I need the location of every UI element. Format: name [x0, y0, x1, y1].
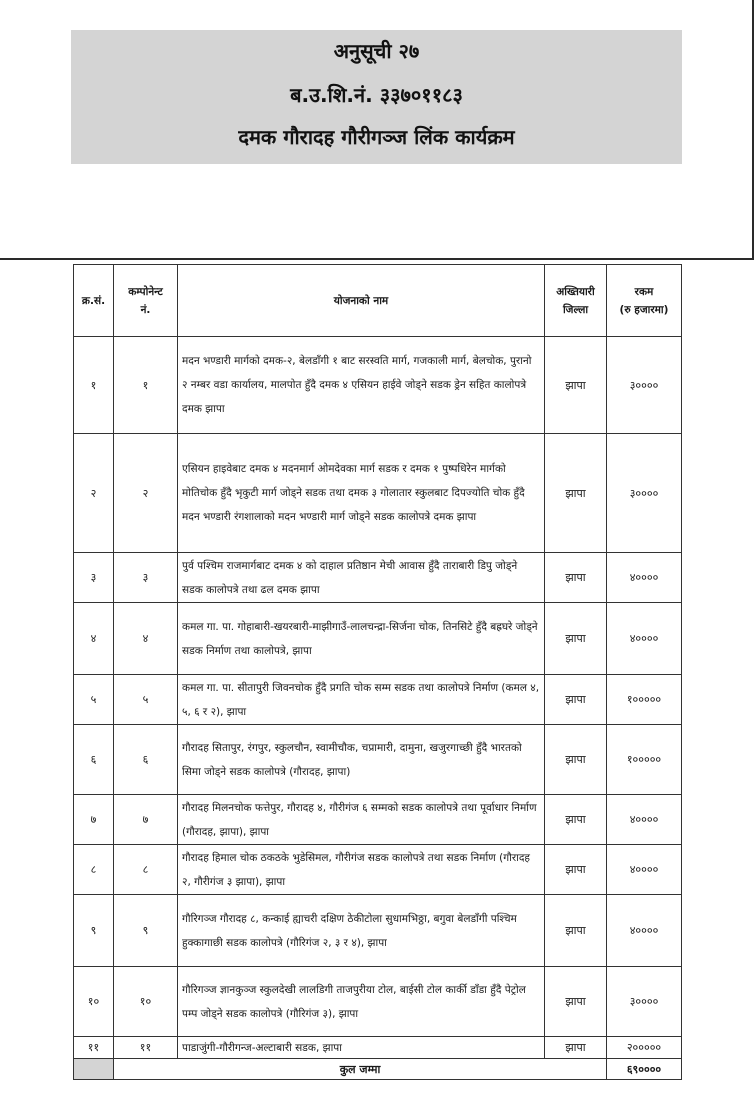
row-sn: १ — [74, 337, 114, 434]
row-sn: ११ — [74, 1037, 114, 1059]
row-name: एसियन हाइवेबाट दमक ४ मदनमार्ग ओमदेवका मार्ग सडक र दमक १ पुष्पधिरेन मार्गको मोतिचोक हुँदै भृकुटी मार्ग जोड्ने सडक तथा दमक ३ गोलातार स्कुलबाट दिपज्योति चोक हुँदै मदन भण्डारी रंगशालाको मदन भण्डारी मार्ग जोड्ने सडक कालोपत्रे दमक झापा — [178, 434, 545, 553]
col-component — [114, 265, 178, 337]
budget-code: ब.उ.शि.नं. ३३७०११८३ — [290, 83, 463, 107]
table-row — [74, 795, 682, 845]
table-row — [74, 553, 682, 603]
row-name: कमल गा. पा. गोहाबारी-खयरबारी-माझीगाउँ-लालचन्द्रा-सिर्जना चोक, तिनसिटे हुँदै बह्रघरे जोड्ने सडक निर्माण तथा कालोपत्रे, झापा — [178, 603, 545, 675]
row-district: झापा — [545, 967, 607, 1037]
row-component: ६ — [114, 725, 178, 795]
total-shade — [74, 1059, 114, 1080]
col-district-line2: जिल्ला — [562, 303, 589, 316]
row-sn: २ — [74, 434, 114, 553]
row-amount: ४०००० — [607, 845, 682, 895]
row-amount: ४०००० — [607, 895, 682, 967]
row-name: मदन भण्डारी मार्गको दमक-२, बेलडाँगी १ बाट सरस्वति मार्ग, गजकाली मार्ग, बेलचोक, पुरानो २ नम्बर वडा कार्यालय, मालपोत हुँदै दमक ४ एसियन हाईवे जोड्ने सडक ड्रेन सहित कालोपत्रे दमक झापा — [178, 337, 545, 434]
table-row — [74, 1037, 682, 1059]
row-district: झापा — [545, 895, 607, 967]
table-row — [74, 337, 682, 434]
row-component: ७ — [114, 795, 178, 845]
row-amount: २००००० — [607, 1037, 682, 1059]
row-component: ११ — [114, 1037, 178, 1059]
table-header-row — [74, 265, 682, 337]
program-title: दमक गौरादह गौरीगञ्ज लिंक कार्यक्रम — [238, 125, 515, 149]
row-name: कमल गा. पा. सीतापुरी जिवनचोक हुँदै प्रगति चोक सम्म सडक तथा कालोपत्रे निर्माण (कमल ४, ५, ६ र २), झापा — [178, 675, 545, 725]
row-name: पाडाजुंगी-गौरीगन्ज-अल्टाबारी सडक, झापा — [178, 1037, 545, 1059]
row-component: ४ — [114, 603, 178, 675]
row-name: पुर्व पश्चिम राजमार्गबाट दमक ४ को दाहाल प्रतिष्ठान मेची आवास हुँदै ताराबारी डिपु जोड्ने सडक कालोपत्रे तथा ढल दमक झापा — [178, 553, 545, 603]
row-component: २ — [114, 434, 178, 553]
col-district-line1: अख्तियारी — [556, 285, 595, 298]
row-district: झापा — [545, 845, 607, 895]
annex-title: अनुसूची २७ — [333, 39, 420, 63]
row-name: गौरिगञ्ज ज्ञानकुञ्ज स्कुलदेखी लालडिगी ताजपुरीया टोल, बाईसी टोल कार्की डाँडा हुँदै पेट्रोल पम्प जोड्ने सडक कालोपत्रे (गौरिगंज ३), झापा — [178, 967, 545, 1037]
row-sn: १० — [74, 967, 114, 1037]
row-name: गौरादह हिमाल चोक ठकठके भुडेसिमल, गौरीगंज सडक कालोपत्रे तथा सडक निर्माण (गौरादह २, गौरीगंज ३ झापा), झापा — [178, 845, 545, 895]
row-amount: १००००० — [607, 675, 682, 725]
table-row — [74, 725, 682, 795]
table-row — [74, 675, 682, 725]
table-row — [74, 434, 682, 553]
col-amount-line2: (रु हजारमा) — [619, 303, 669, 316]
col-component-line1: कम्पोनेन्ट — [128, 285, 163, 298]
row-sn: ५ — [74, 675, 114, 725]
row-component: ३ — [114, 553, 178, 603]
row-amount: ३०००० — [607, 967, 682, 1037]
row-sn: ३ — [74, 553, 114, 603]
row-sn: ८ — [74, 845, 114, 895]
row-district: झापा — [545, 337, 607, 434]
row-district: झापा — [545, 675, 607, 725]
row-sn: ९ — [74, 895, 114, 967]
total-row — [74, 1059, 682, 1080]
row-sn: ७ — [74, 795, 114, 845]
row-amount: ३०००० — [607, 337, 682, 434]
total-label: कुल जम्मा — [114, 1059, 607, 1080]
table-row — [74, 603, 682, 675]
row-district: झापा — [545, 434, 607, 553]
row-district: झापा — [545, 795, 607, 845]
col-district — [545, 265, 607, 337]
row-sn: ६ — [74, 725, 114, 795]
row-name: गौरादह सितापुर, रंगपुर, स्कुलचौन, स्वामीचौक, चप्रामारी, दामुना, खजुरगाच्छी हुँदै भारतको सिमा जोड्ने सडक कालोपत्रे (गौरादह, झापा) — [178, 725, 545, 795]
row-component: १० — [114, 967, 178, 1037]
row-name: गौरिगञ्ज गौरादह ८, कन्काई ह्याचरी दक्षिण ठेकीटोला सुधामभिठ्ठा, बगुवा बेलडाँगी पश्चिम हुक्कागाछी सडक कालोपत्रे (गौरिगंज २, ३ र ४), झापा — [178, 895, 545, 967]
total-amount: ६९०००० — [607, 1059, 682, 1080]
row-component: ८ — [114, 845, 178, 895]
row-amount: १००००० — [607, 725, 682, 795]
table-row — [74, 895, 682, 967]
row-district: झापा — [545, 725, 607, 795]
col-amount-line1: रकम — [634, 285, 654, 298]
row-district: झापा — [545, 603, 607, 675]
col-component-line2: नं. — [140, 303, 151, 316]
col-name: योजनाको नाम — [178, 265, 545, 337]
row-amount: ३०००० — [607, 434, 682, 553]
col-sn: क्र.सं. — [74, 265, 114, 337]
table-row — [74, 967, 682, 1037]
table-row — [74, 845, 682, 895]
row-sn: ४ — [74, 603, 114, 675]
projects-table — [73, 264, 682, 1080]
row-amount: ४०००० — [607, 553, 682, 603]
row-component: १ — [114, 337, 178, 434]
row-district: झापा — [545, 1037, 607, 1059]
row-district: झापा — [545, 553, 607, 603]
row-component: ५ — [114, 675, 178, 725]
col-amount — [607, 265, 682, 337]
row-name: गौरादह मिलनचोक फत्तेपुर, गौरादह ४, गौरीगंज ६ सम्मको सडक कालोपत्रे तथा पूर्वाधार निर्माण (गौरादह, झापा), झापा — [178, 795, 545, 845]
row-component: ९ — [114, 895, 178, 967]
header-box — [71, 30, 682, 164]
row-amount: ४०००० — [607, 795, 682, 845]
row-amount: ४०००० — [607, 603, 682, 675]
